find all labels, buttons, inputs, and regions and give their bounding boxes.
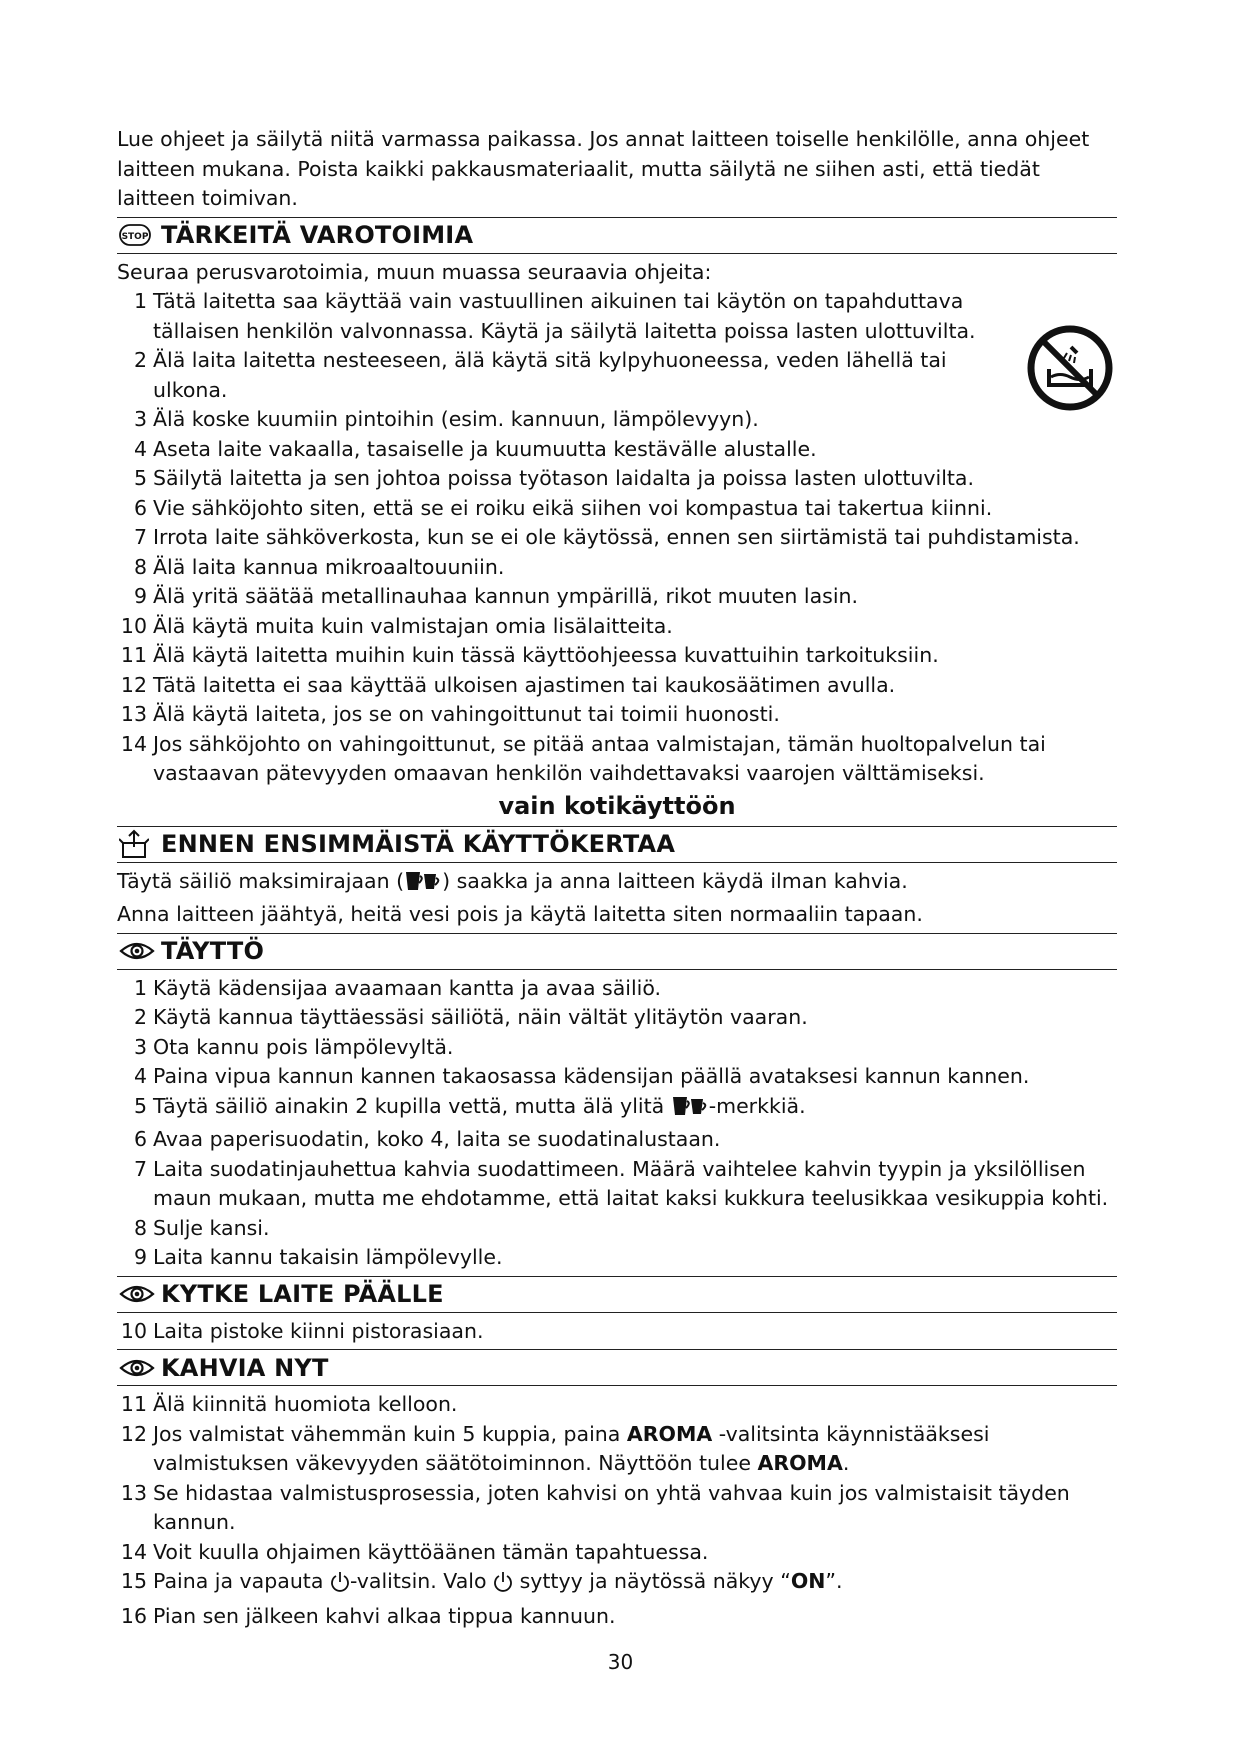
list-item: 2 Käytä kannua täyttäessäsi säiliötä, näin vältät ylitäytön vaaran. — [133, 1005, 808, 1029]
first-use-line: Täytä säiliö maksimirajaan ( ) saakka ja anna laitteen käydä ilman kahvia. — [117, 867, 1117, 901]
list-item: 15 Paina ja vapauta -valitsin. Valo syttyy ja näytössä näkyy “ON”. — [117, 1567, 1117, 1602]
list-item: 1 Käytä kädensijaa avaamaan kantta ja avaa säiliö. — [133, 975, 662, 1000]
coffee-now-list — [117, 1390, 1117, 1631]
list-item: 4 Aseta laite vakaalla, tasaiselle ja kuumuutta kestävälle alustalle. — [133, 436, 817, 461]
list-item: 7 Laita suodatinjauhettua kahvia suodattimeen. Määrä vaihtelee kahvin tyypin ja yksilöllisen maun mukaan, mutta me ehdotamme, että laitat kaksi kukkura teelusikkaa vesikuppia kohti. — [133, 1156, 1109, 1210]
aroma-label: AROMA — [626, 1421, 713, 1446]
safety-title: TÄRKEITÄ VAROTOIMIA — [161, 221, 474, 249]
filling-list — [117, 974, 1117, 1273]
first-use-line: Anna laitteen jäähtyä, heitä vesi pois ja käytä laitetta siten normaaliin tapaan. — [117, 902, 923, 926]
list-item: 9 Laita kannu takaisin lämpölevylle. — [133, 1245, 503, 1269]
list-item: 6 Avaa paperisuodatin, koko 4, laita se suodatinalustaan. — [133, 1127, 721, 1151]
svg-text:STOP: STOP — [121, 232, 149, 242]
power-icon — [330, 1571, 350, 1602]
intro-paragraph: Lue ohjeet ja säilytä niitä varmassa paikassa. Jos annat laitteen toiselle henkilölle, anna ohjeet laitteen mukana. Poista kaikki pakkausmateriaalit, mutta säilytä ne siihen asti, että tiedät laitteen toimivan. — [117, 127, 1090, 210]
eye-icon — [117, 1358, 161, 1378]
safety-list — [117, 287, 1117, 789]
list-item: 13 Älä käytä laiteta, jos se on vahingoittunut tai toimii huonosti. — [120, 702, 780, 726]
stop-icon — [117, 224, 161, 246]
list-item: 1 Tätä laitetta saa käyttää vain vastuullinen aikuinen tai käytön on tapahduttava tällaisen henkilön valvonnassa. Käytä ja säilytä laitetta poissa lasten ulottuvilta. — [133, 289, 976, 343]
list-item: 11 Älä käytä laitetta muihin kuin tässä käyttöohjeessa kuvattuihin tarkoituksiin. — [120, 643, 939, 667]
filling-title: TÄYTTÖ — [161, 937, 265, 965]
list-item: 12 Tätä laitetta ei saa käyttää ulkoisen ajastimen tai kaukosäätimen avulla. — [120, 672, 896, 697]
safety-lead: Seuraa perusvarotoimia, muun muassa seuraavia ohjeita: — [117, 259, 712, 284]
first-use-title: ENNEN ENSIMMÄISTÄ KÄYTTÖKERTAA — [161, 830, 676, 858]
list-item: 11 Älä kiinnitä huomiota kelloon. — [120, 1392, 458, 1416]
coffee-now-title: KAHVIA NYT — [161, 1353, 329, 1382]
list-item: 10 Älä käytä muita kuin valmistajan omia lisälaitteita. — [120, 613, 673, 638]
list-item: 2 Älä laita laitetta nesteeseen, älä käytä sitä kylpyhuoneessa, veden lähellä tai ulkona. — [133, 348, 947, 402]
list-item: 6 Vie sähköjohto siten, että se ei roiku eikä siihen voi kompastua tai takertua kiinni. — [133, 495, 993, 520]
page-number: 30 — [607, 1650, 634, 1674]
list-item: 8 Älä laita kannua mikroaaltouuniin. — [133, 554, 505, 579]
max-cup-icon — [404, 870, 442, 901]
first-use-header — [117, 826, 1117, 863]
list-item: 8 Sulje kansi. — [133, 1215, 270, 1240]
filling-header — [117, 933, 1117, 970]
list-item: 16 Pian sen jälkeen kahvi alkaa tippua kannuun. — [120, 1603, 616, 1628]
coffee-now-header — [117, 1349, 1117, 1386]
list-item: 12 Jos valmistat vähemmän kuin 5 kuppia, paina AROMA -valitsinta käynnistääksesi valmistuksen väkevyyden säätötoiminnon. Näyttöön tulee AROMA. — [120, 1421, 990, 1475]
list-item: 3 Älä koske kuumiin pintoihin (esim. kannuun, lämpölevyyn). — [133, 407, 759, 431]
on-label: ON — [790, 1569, 826, 1593]
power-icon — [493, 1571, 513, 1602]
list-item: 5 Täytä säiliö ainakin 2 kupilla vettä, mutta älä ylitä -merkkiä. — [117, 1092, 1117, 1126]
aroma-label: AROMA — [757, 1451, 843, 1475]
switch-on-title: KYTKE LAITE PÄÄLLE — [161, 1280, 444, 1308]
eye-icon — [117, 1284, 161, 1304]
list-item: 9 Älä yritä säätää metallinauhaa kannun ympärillä, rikot muuten lasin. — [133, 584, 859, 608]
manual-page — [117, 125, 1117, 1631]
list-item: 14 Voit kuulla ohjaimen käyttöäänen tämän tapahtuessa. — [120, 1539, 709, 1564]
list-item: 3 Ota kannu pois lämpölevyltä. — [133, 1034, 454, 1059]
switch-on-header — [117, 1276, 1117, 1313]
safety-header — [117, 217, 1117, 254]
list-item: 7 Irrota laite sähköverkosta, kun se ei ole käytössä, ennen sen siirtämistä tai puhdistamista. — [133, 525, 1080, 549]
max-cup-icon — [671, 1095, 709, 1126]
no-water-bath-icon — [1027, 325, 1113, 415]
unpack-box-icon — [117, 829, 161, 859]
list-item: 5 Säilytä laitetta ja sen johtoa poissa työtason laidalta ja poissa lasten ulottuvilta. — [133, 466, 975, 490]
list-item: 10 Laita pistoke kiinni pistorasiaan. — [120, 1318, 484, 1343]
home-use-note: vain kotikäyttöön — [498, 791, 736, 820]
eye-icon — [117, 941, 161, 961]
switch-on-list — [117, 1317, 1117, 1347]
list-item: 4 Paina vipua kannun kannen takaosassa kädensijan päällä avataksesi kannun kannen. — [133, 1064, 1030, 1088]
list-item: 14 Jos sähköjohto on vahingoittunut, se pitää antaa valmistajan, tämän huoltopalvelun tai vastaavan pätevyyden omaavan henkilön vaihdettavaksi vaarojen välttämiseksi. — [120, 731, 1046, 785]
list-item: 13 Se hidastaa valmistusprosessia, joten kahvisi on yhtä vahvaa kuin jos valmistaisit täyden kannun. — [120, 1480, 1070, 1534]
